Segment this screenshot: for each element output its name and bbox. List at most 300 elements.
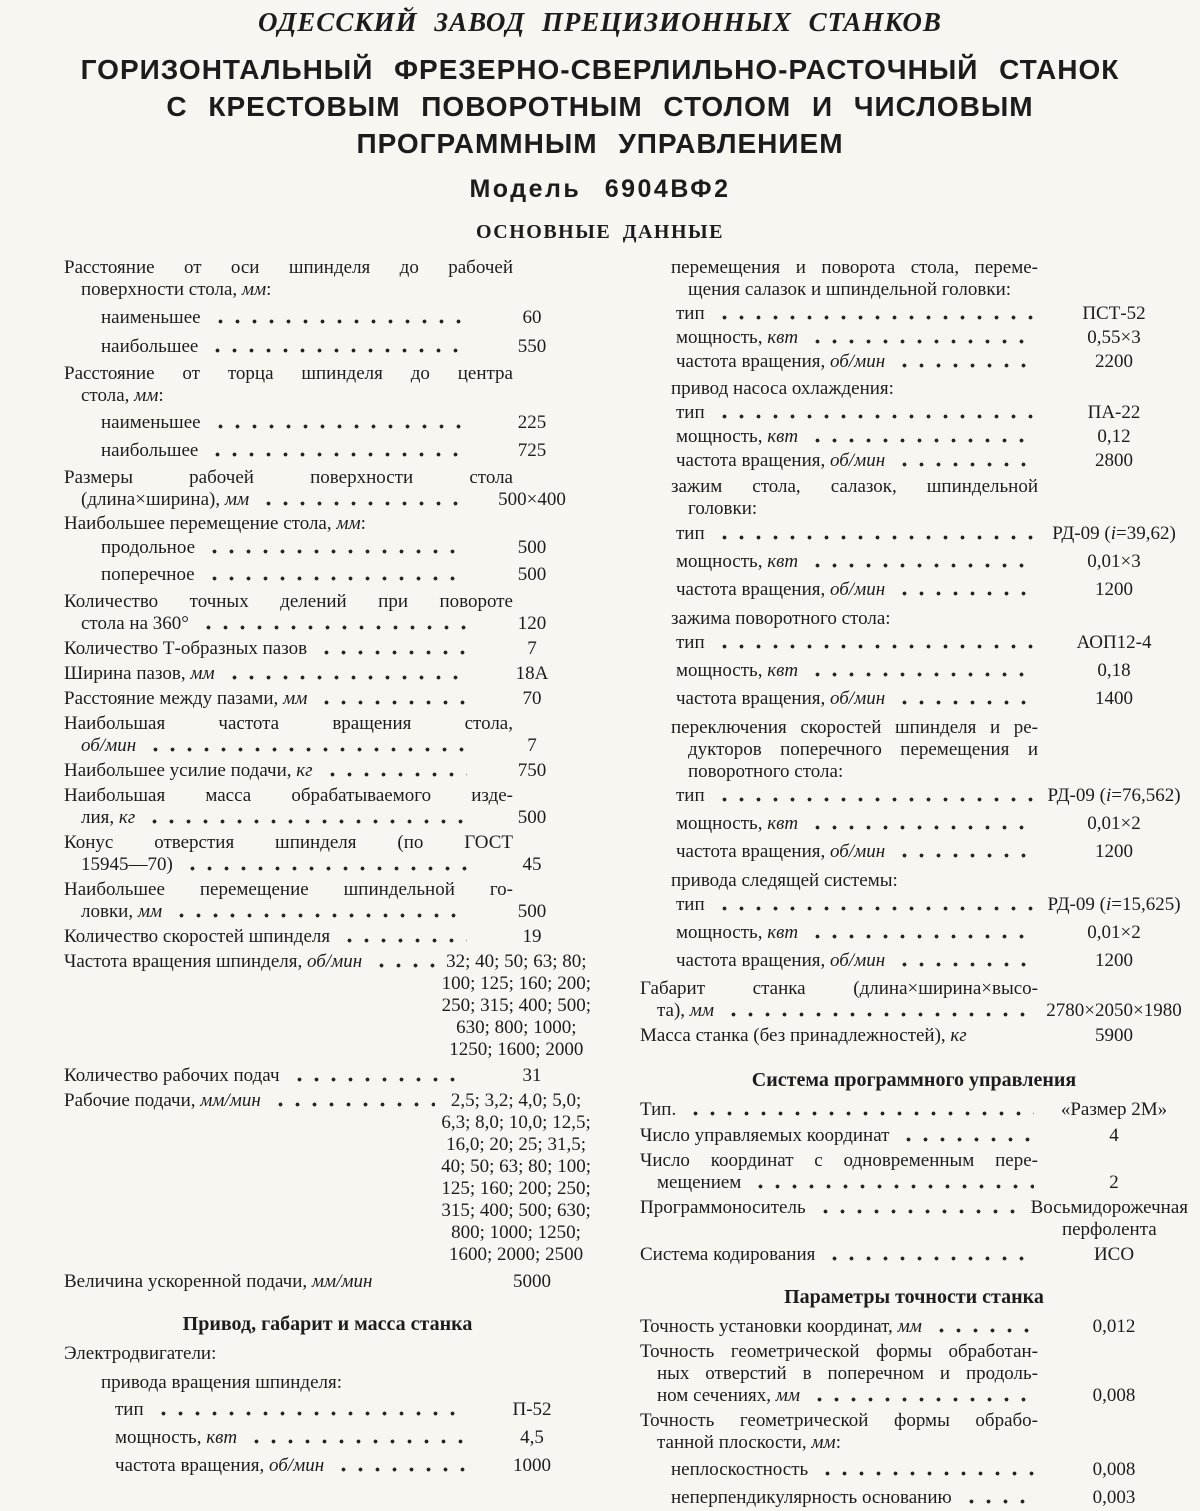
spec-last-line (676, 841, 1188, 863)
spec-last-line (657, 1000, 1188, 1022)
dot-leader (714, 402, 1034, 424)
spec-value: 2800 (1095, 450, 1133, 471)
spec-row (64, 760, 591, 782)
title-line: ГОРИЗОНТАЛЬНЫЙ ФРЕЗЕРНО-СВЕРЛИЛЬНО-РАСТОЧНЫЙ СТАНОК (80, 54, 1120, 85)
spec-row (671, 1487, 1188, 1509)
dot-leader (714, 785, 1034, 807)
spec-label-line: поворотного стола: (688, 761, 844, 782)
dot-leader (824, 1244, 1034, 1266)
spec-row (671, 378, 1188, 400)
dot-leader (815, 1197, 1025, 1219)
spec-label: мощность, квт (676, 551, 799, 572)
spec-label: ловки, мм (81, 901, 163, 922)
spec-value: ПА-22 (1087, 402, 1141, 423)
dot-leader (931, 1316, 1034, 1338)
subsection-heading: Привод, габарит и масса станка (182, 1313, 473, 1335)
spec-value: РД-09 (i=15,625) (1047, 894, 1181, 915)
spec-row (676, 551, 1188, 573)
spec-value: 0,003 (1092, 1487, 1136, 1508)
spec-value: 120 (517, 613, 547, 634)
dot-leader (322, 760, 467, 782)
spec-row (64, 467, 591, 511)
spec-row (676, 351, 1188, 373)
spec-label: Наибольшее усилие подачи, кг (64, 760, 313, 781)
spec-row (101, 412, 591, 434)
spec-label: частота вращения, об/мин (676, 351, 886, 372)
spec-value: 550 (517, 336, 547, 357)
dot-leader (807, 660, 1034, 682)
subsection-heading: Система программного управления (751, 1069, 1077, 1091)
spec-row (676, 841, 1188, 863)
spec-label: тип (676, 523, 705, 544)
spec-row (640, 1125, 1188, 1147)
spec-row (676, 950, 1188, 972)
spec-last-line (676, 688, 1188, 710)
spec-value: 500 (517, 564, 547, 585)
dot-leader (807, 327, 1034, 349)
spec-value: 1400 (1095, 688, 1133, 709)
spec-value: 18А (515, 663, 549, 684)
spec-last-line (101, 440, 591, 462)
spec-label: Число управляемых координат (640, 1125, 890, 1146)
spec-row (64, 257, 591, 301)
spec-row (671, 717, 1188, 783)
spec-label: лия, кг (81, 807, 136, 828)
dot-leader (224, 663, 467, 685)
spec-label: Рабочие подачи, мм/мин (64, 1090, 261, 1111)
spec-value: 1200 (1095, 950, 1133, 971)
spec-label: Количество скоростей шпинделя (64, 926, 331, 947)
spec-row (64, 785, 591, 829)
spec-value: 500×400 (498, 489, 566, 510)
spec-row (640, 1244, 1188, 1266)
spec-label: мощность, квт (676, 813, 799, 834)
dot-leader (723, 1000, 1034, 1022)
spec-label: тип (676, 785, 705, 806)
dot-leader (270, 1090, 435, 1112)
spec-label-line: щения салазок и шпиндельной головки: (688, 279, 1012, 300)
spec-last-line (657, 1385, 1188, 1407)
spec-row (640, 1025, 1188, 1047)
dot-leader (807, 813, 1034, 835)
spec-last-line (101, 564, 591, 586)
spec-row (64, 713, 591, 757)
spec-last-line (64, 951, 591, 1061)
spec-last-line (676, 922, 1188, 944)
spec-label: наибольшее (101, 336, 199, 357)
spec-value: 19 (522, 926, 542, 947)
spec-last-line (676, 632, 1188, 654)
spec-row (671, 608, 1188, 630)
spec-label-line: дукторов поперечного перемещения и (688, 739, 1038, 760)
spec-label: Точность установки координат, мм (640, 1316, 922, 1337)
spec-value: 0,55×3 (1087, 327, 1141, 348)
spec-value: «Размер 2М» (1060, 1099, 1168, 1120)
spec-label: частота вращения, об/мин (676, 579, 886, 600)
dot-leader (316, 688, 467, 710)
spec-row (676, 579, 1188, 601)
spec-label: Система кодирования (640, 1244, 816, 1265)
spec-row (64, 513, 591, 535)
spec-row (676, 922, 1188, 944)
spec-label: мощность, квт (676, 660, 799, 681)
dot-leader (289, 1065, 467, 1087)
spec-last-line (640, 1197, 1188, 1241)
subsection-heading: Параметры точности станка (784, 1286, 1044, 1308)
spec-value: 45 (522, 854, 542, 875)
spec-value: 4 (1109, 1125, 1119, 1146)
dot-leader (894, 841, 1034, 863)
spec-value: 1200 (1095, 841, 1133, 862)
spec-label-line: Размеры рабочей поверхности стола (64, 467, 513, 488)
title-line: С КРЕСТОВЫМ ПОВОРОТНЫМ СТОЛОМ И ЧИСЛОВЫМ (166, 91, 1034, 122)
spec-row (64, 951, 591, 1061)
dot-leader (714, 523, 1034, 545)
dot-leader (714, 894, 1034, 916)
spec-value: 2200 (1095, 351, 1133, 372)
spec-row (64, 879, 591, 923)
spec-value: 750 (517, 760, 547, 781)
spec-label-line: Электродвигатели: (64, 1343, 217, 1364)
spec-label-line: Конус отверстия шпинделя (по ГОСТ (64, 832, 513, 853)
spec-label-line: зажим стола, салазок, шпиндельной (671, 476, 1038, 497)
spec-label-line: Наибольшее перемещение шпиндельной го- (64, 879, 513, 900)
spec-label-line: привода следящей системы: (671, 870, 898, 891)
spec-label: частота вращения, об/мин (676, 841, 886, 862)
spec-row (101, 336, 591, 358)
spec-last-line (64, 1065, 591, 1087)
spec-row (101, 1372, 591, 1394)
spec-last-line (115, 1427, 591, 1449)
spec-label: Количество Т-образных пазов (64, 638, 308, 659)
spec-last-line (676, 450, 1188, 472)
dot-leader (210, 412, 467, 434)
spec-last-line (101, 412, 591, 434)
spec-label-line: Расстояние от торца шпинделя до центра (64, 363, 513, 384)
spec-row (64, 832, 591, 876)
dot-leader (807, 551, 1034, 573)
spec-last-line (115, 1455, 591, 1477)
spec-label: Ширина пазов, мм (64, 663, 215, 684)
spec-last-line (640, 1125, 1188, 1147)
spec-value: 500 (517, 537, 547, 558)
spec-last-line (81, 807, 591, 829)
spec-last-line (676, 894, 1188, 916)
spec-last-line (676, 785, 1188, 807)
spec-label: мощность, квт (115, 1427, 238, 1448)
spec-row (676, 402, 1188, 424)
spec-row (671, 257, 1188, 301)
dot-leader (894, 351, 1034, 373)
spec-label: неплоскостность (671, 1459, 809, 1480)
spec-row (640, 1410, 1188, 1454)
dot-leader (153, 1399, 467, 1421)
dot-leader (171, 901, 467, 923)
spec-row (101, 440, 591, 462)
spec-row (64, 1065, 591, 1087)
spec-label: продольное (101, 537, 196, 558)
spec-label: наибольшее (101, 440, 199, 461)
dot-leader (976, 1025, 1034, 1047)
dot-leader (210, 307, 467, 329)
dot-leader (898, 1125, 1034, 1147)
spec-last-line (64, 688, 591, 710)
dot-leader (807, 922, 1034, 944)
spec-last-line (676, 327, 1188, 349)
spec-label: ном сечениях, мм (657, 1385, 801, 1406)
dot-leader (333, 1455, 467, 1477)
spec-last-line (676, 551, 1188, 573)
spec-row (671, 870, 1188, 892)
spec-label: тип (676, 894, 705, 915)
page-title (0, 51, 1200, 162)
dot-leader (145, 735, 467, 757)
spec-value: РД-09 (i=39,62) (1052, 523, 1176, 544)
spec-row (640, 1150, 1188, 1194)
spec-value: 70 (522, 688, 542, 709)
spec-value: 5900 (1095, 1025, 1133, 1046)
spec-value: 0,01×2 (1087, 813, 1141, 834)
spec-last-line (101, 336, 591, 358)
spec-column-left (64, 257, 591, 1511)
spec-label-line: переключения скоростей шпинделя и ре- (671, 717, 1038, 738)
spec-last-line (640, 1244, 1188, 1266)
spec-columns (0, 257, 1200, 1511)
spec-label: мощность, квт (676, 426, 799, 447)
spec-last-line (676, 660, 1188, 682)
spec-label: об/мин (81, 735, 137, 756)
spec-value: 0,012 (1092, 1316, 1136, 1337)
spec-label-line: Наибольшая масса обрабатываемого изде- (64, 785, 513, 806)
spec-last-line (640, 1025, 1188, 1047)
spec-last-line (81, 613, 591, 635)
spec-row (640, 1316, 1188, 1338)
spec-value: ПСТ-52 (1082, 303, 1146, 324)
dot-leader (371, 951, 436, 973)
spec-row (101, 537, 591, 559)
model-line: Модель 6904ВФ2 (469, 175, 731, 203)
dot-leader (382, 1271, 468, 1293)
spec-label: Тип. (640, 1099, 677, 1120)
spec-last-line (115, 1399, 591, 1421)
dot-leader (807, 426, 1034, 448)
dot-leader (144, 807, 467, 829)
spec-label: Расстояние между пазами, мм (64, 688, 308, 709)
spec-row (671, 476, 1188, 520)
spec-value: РД-09 (i=76,562) (1047, 785, 1181, 806)
title-line: ПРОГРАММНЫМ УПРАВЛЕНИЕМ (356, 128, 844, 159)
spec-row (64, 663, 591, 685)
spec-last-line (676, 351, 1188, 373)
spec-last-line (64, 926, 591, 948)
spec-label: частота вращения, об/мин (676, 688, 886, 709)
spec-last-line (671, 1487, 1188, 1509)
spec-row (64, 363, 591, 407)
spec-last-line (676, 523, 1188, 545)
spec-row (101, 564, 591, 586)
spec-label-line: Расстояние от оси шпинделя до рабочей (64, 257, 513, 278)
spec-last-line (101, 537, 591, 559)
spec-row (101, 307, 591, 329)
dot-leader (750, 1172, 1034, 1194)
spec-label: та), мм (657, 1000, 715, 1021)
spec-last-line (676, 303, 1188, 325)
spec-label-line: поверхности стола, мм: (81, 279, 272, 300)
spec-label: частота вращения, об/мин (115, 1455, 325, 1476)
spec-label: тип (676, 303, 705, 324)
dot-leader (182, 854, 467, 876)
spec-label: частота вращения, об/мин (676, 950, 886, 971)
spec-row (64, 688, 591, 710)
spec-value: 32; 40; 50; 63; 80; 100; 125; 160; 200; 250; 315; 400; 500; 630; 800; 1000; 1250; 1600; 2000 (441, 951, 591, 1060)
spec-row (676, 688, 1188, 710)
spec-last-line (676, 950, 1188, 972)
spec-value: Восьмидорожечная перфолента (1030, 1197, 1188, 1240)
dot-leader (685, 1099, 1034, 1121)
spec-label-line: Число координат с одновременным пере- (640, 1150, 1038, 1171)
spec-value: 4,5 (520, 1427, 544, 1448)
spec-label: мощность, квт (676, 922, 799, 943)
dot-leader (204, 564, 467, 586)
spec-row (64, 591, 591, 635)
spec-last-line (676, 402, 1188, 424)
spec-last-line (101, 307, 591, 329)
spec-last-line (640, 1316, 1188, 1338)
spec-last-line (671, 1459, 1188, 1481)
dot-leader (809, 1385, 1034, 1407)
spec-row (676, 450, 1188, 472)
spec-label: стола на 360° (81, 613, 189, 634)
spec-label: поперечное (101, 564, 195, 585)
spec-value: 2780×2050×1980 (1046, 1000, 1182, 1021)
spec-label-line: ных отверстий в поперечном и продоль- (657, 1363, 1038, 1384)
spec-label: мощность, квт (676, 327, 799, 348)
spec-label: 15945—70) (81, 854, 173, 875)
dot-leader (894, 450, 1034, 472)
spec-value: 2,5; 3,2; 4,0; 5,0; 6,3; 8,0; 10,0; 12,5; 16,0; 20; 25; 31,5; 40; 50; 63; 80; 100; 125; 160; 200; 250; 315; 400; 500; 630; 800; 1000; 1250; 1600; 2000; 2500 (441, 1090, 591, 1265)
spec-value: 225 (517, 412, 547, 433)
spec-row (115, 1455, 591, 1477)
spec-label: тип (676, 632, 705, 653)
spec-label-line: танной плоскости, мм: (657, 1432, 841, 1453)
spec-value: 1200 (1095, 579, 1133, 600)
spec-value: 0,18 (1097, 660, 1131, 681)
spec-value: ИСО (1093, 1244, 1135, 1265)
spec-row (676, 303, 1188, 325)
spec-value: 0,01×3 (1087, 551, 1141, 572)
dot-leader (894, 688, 1034, 710)
spec-label: (длина×ширина), мм (81, 489, 250, 510)
dot-leader (204, 537, 467, 559)
spec-row (640, 1197, 1188, 1241)
spec-label-line: Количество точных делений при повороте (64, 591, 513, 612)
spec-last-line (64, 638, 591, 660)
spec-value: 60 (522, 307, 542, 328)
spec-row (115, 1399, 591, 1421)
spec-column-right (640, 257, 1188, 1511)
dot-leader (961, 1487, 1034, 1509)
spec-last-line (64, 663, 591, 685)
spec-label: частота вращения, об/мин (676, 450, 886, 471)
spec-row (640, 1341, 1188, 1407)
spec-value: 2 (1109, 1172, 1119, 1193)
dot-leader (246, 1427, 467, 1449)
spec-last-line (657, 1172, 1188, 1194)
spec-row (676, 327, 1188, 349)
section-title: ОСНОВНЫЕ ДАННЫЕ (475, 221, 725, 243)
dot-leader (258, 489, 467, 511)
spec-last-line (640, 1099, 1188, 1121)
spec-last-line (676, 813, 1188, 835)
spec-label-line: стола, мм: (81, 385, 164, 406)
spec-last-line (676, 579, 1188, 601)
spec-value: 7 (527, 638, 537, 659)
dot-leader (316, 638, 467, 660)
spec-row (640, 978, 1188, 1022)
spec-label-line: головки: (688, 498, 758, 519)
spec-value: 0,01×2 (1087, 922, 1141, 943)
spec-value: П-52 (512, 1399, 552, 1420)
spec-last-line (81, 901, 591, 923)
spec-value: 0,008 (1092, 1385, 1136, 1406)
dot-leader (198, 613, 467, 635)
dot-leader (207, 440, 467, 462)
spec-label: наименьшее (101, 412, 201, 433)
spec-last-line (676, 426, 1188, 448)
spec-label: тип (115, 1399, 144, 1420)
dot-leader (714, 303, 1034, 325)
spec-value: 500 (517, 807, 547, 828)
spec-last-line (81, 854, 591, 876)
spec-last-line (64, 1271, 591, 1293)
spec-row (676, 813, 1188, 835)
spec-row (64, 638, 591, 660)
spec-last-line (81, 489, 591, 511)
spec-value: 0,008 (1092, 1459, 1136, 1480)
spec-row (676, 785, 1188, 807)
spec-value: 1000 (513, 1455, 551, 1476)
spec-last-line (81, 735, 591, 757)
spec-value: 500 (517, 901, 547, 922)
spec-row (676, 426, 1188, 448)
spec-value: 725 (517, 440, 547, 461)
spec-label-line: Наибольшее перемещение стола, мм: (64, 513, 366, 534)
spec-row (676, 632, 1188, 654)
dot-leader (894, 950, 1034, 972)
spec-label: наименьшее (101, 307, 201, 328)
spec-label: Программоноситель (640, 1197, 806, 1218)
spec-label-line: Точность геометрической формы обработан- (640, 1341, 1038, 1362)
spec-row (676, 894, 1188, 916)
spec-label: мещением (657, 1172, 742, 1193)
spec-label: Масса станка (без принадлежностей), кг (640, 1025, 967, 1046)
spec-row (676, 523, 1188, 545)
spec-row (64, 926, 591, 948)
spec-value: 7 (527, 735, 537, 756)
spec-label: тип (676, 402, 705, 423)
spec-value: АОП12-4 (1076, 632, 1152, 653)
spec-value: 31 (522, 1065, 542, 1086)
publisher-line: ОДЕССКИЙ ЗАВОД ПРЕЦИЗИОННЫХ СТАНКОВ (258, 7, 942, 37)
spec-value: 0,12 (1097, 426, 1131, 447)
spec-row (115, 1427, 591, 1449)
spec-row (64, 1343, 591, 1365)
spec-label-line: зажима поворотного стола: (671, 608, 891, 629)
spec-label-line: Точность геометрической формы обрабо- (640, 1410, 1038, 1431)
spec-last-line (64, 1090, 591, 1266)
spec-row (676, 660, 1188, 682)
dot-leader (207, 336, 467, 358)
